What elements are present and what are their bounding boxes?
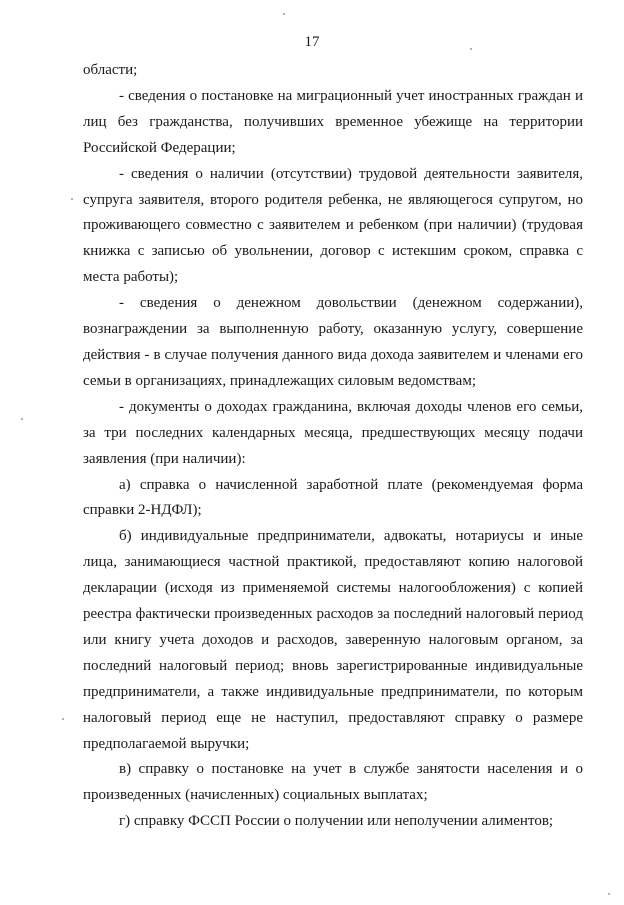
document-body [83,58,583,835]
paragraph-item-v: в) справку о постановке на учет в службе занятости населения и о произведенных (начисленных) социальных выплатах; [83,761,583,804]
scan-speck [71,198,73,200]
scan-speck [62,718,64,720]
scan-speck [21,418,23,420]
paragraph-allowance-info: - сведения о денежном довольствии (денежном содержании), вознаграждении за выполненную работу, оказанную услугу, совершение действия - в случае получения данного вида дохода заявителем и членами его семьи в организациях, принадлежащих силовым ведомствам; [83,295,583,389]
scan-speck [608,893,610,895]
paragraph-continuation: области; [83,62,138,78]
paragraph-income-documents: - документы о доходах гражданина, включая доходы членов его семьи, за три последних календарных месяца, предшествующих месяцу подачи заявления (при наличии): [83,398,583,467]
scan-speck [470,48,472,50]
paragraph-migration-registration: - сведения о постановке на миграционный учет иностранных граждан и лиц без гражданства, получивших временное убежище на территории Российской Федерации; [83,87,583,156]
page-number: 17 [304,34,320,50]
paragraph-item-g: г) справку ФССП России о получении или неполучении алиментов; [119,813,554,830]
paragraph-employment-info: - сведения о наличии (отсутствии) трудовой деятельности заявителя, супруга заявителя, второго родителя ребенка, не являющегося супругом, но проживающего совместно с заявителем и ребенком (при наличии) (трудовая книжка с записью об увольнении, договор с истекшим сроком, справка с места работы); [83,165,583,286]
paragraph-item-b: б) индивидуальные предприниматели, адвокаты, нотариусы и иные лица, занимающиеся частной практикой, предоставляют копию налоговой декларации (исходя из применяемой системы налогообложения) с копией реестра фактически произведенных расходов за последний налоговый период или книгу учета доходов и расходов, заверенную налоговым органом, за последний налоговый период; вновь зарегистрированные индивидуальные предприниматели, а также индивидуальные предприниматели, по которым налоговый период еще не наступил, предоставляют справку о размере предполагаемой выручки; [83,528,583,752]
scan-speck [283,13,285,15]
paragraph-item-a: а) справка о начисленной заработной плате (рекомендуемая форма справки 2-НДФЛ); [83,476,583,519]
